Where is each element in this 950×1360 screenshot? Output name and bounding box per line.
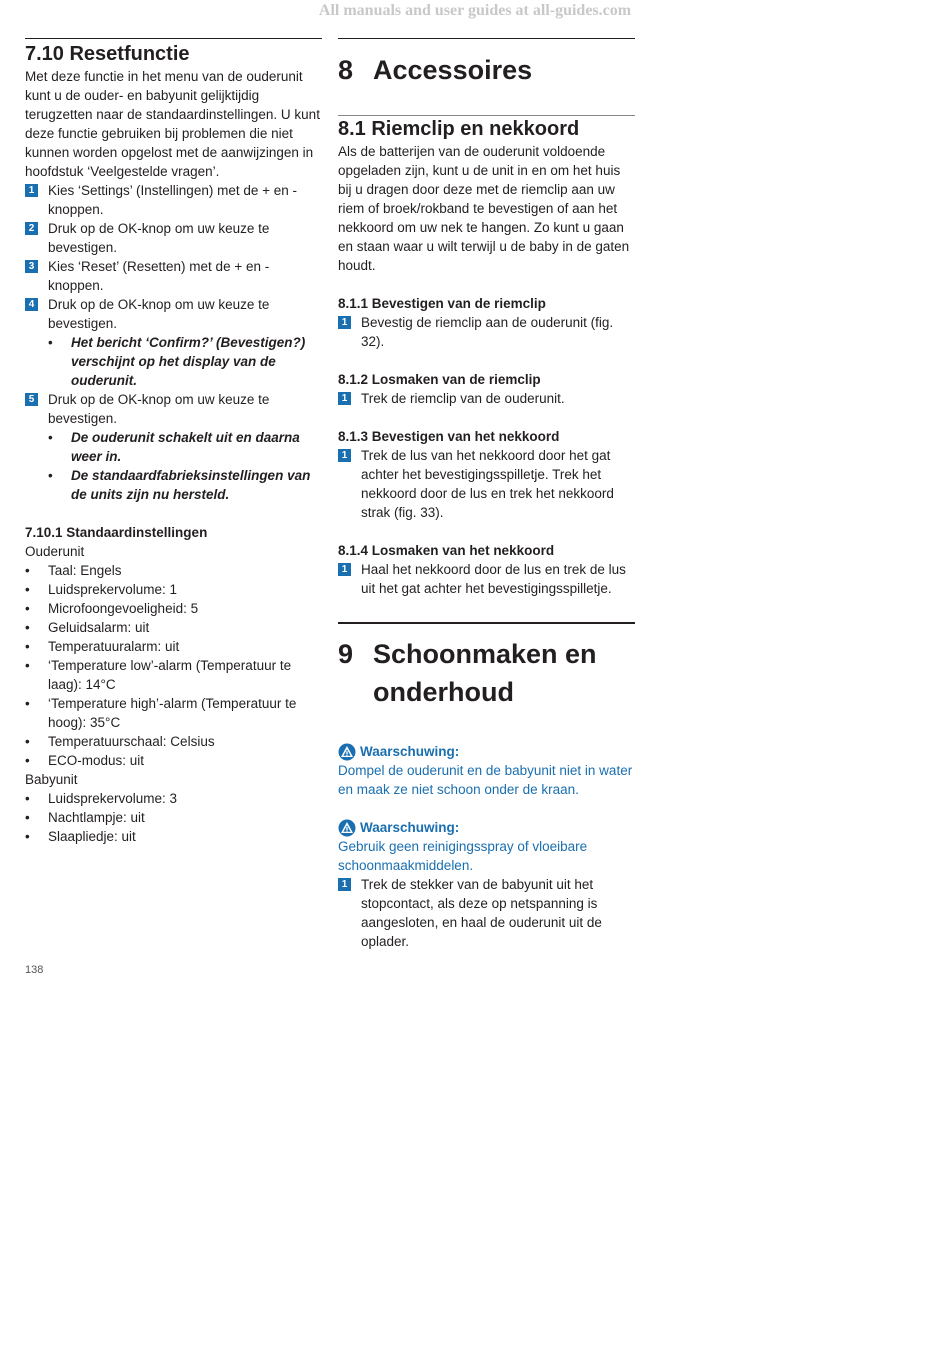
subsection-title-8-1-4: 8.1.4 Losmaken van het nekkoord [338, 543, 555, 558]
step-number-badge: 4 [25, 298, 38, 311]
step-item [25, 181, 322, 219]
watermark: All manuals and user guides at all-guides.com [318, 2, 632, 19]
list-item-text: Luidsprekervolume: 3 [48, 791, 178, 806]
chapter-title-9 [338, 635, 635, 711]
list-item [25, 732, 322, 751]
chapter-title-line: onderhoud [373, 677, 514, 707]
bullet-icon: • [25, 734, 30, 749]
right-column [338, 38, 635, 951]
step-number-badge: 1 [25, 184, 38, 197]
list-item [25, 808, 322, 827]
step-number-badge: 2 [25, 222, 38, 235]
list-item [25, 656, 322, 694]
step-text: Trek de stekker van de babyunit uit het stopcontact, als deze op netspanning is aangesloten, en haal de ouderunit uit de oplader. [361, 877, 602, 949]
step-number-badge: 5 [25, 393, 38, 406]
chapter-divider [338, 622, 635, 624]
subsection-title-8-1-2: 8.1.2 Losmaken van de riemclip [338, 372, 541, 387]
warning-block [338, 742, 635, 799]
chapter-title-text: Accessoires [373, 55, 533, 85]
belt-clip-intro: Als de batterijen van de ouderunit voldoende opgeladen zijn, kunt u de unit in en om het huis bij u dragen door deze met de riemclip aan uw riem of broek/rokband te bevestigen of aan het nekkoord om uw nek te hangen. Zo kunt u gaan en staan waar u wilt terwijl u de baby in de gaten houdt. [338, 144, 630, 273]
step-number-badge: 1 [338, 449, 351, 462]
step-note [48, 333, 322, 390]
bullet-icon: • [25, 696, 30, 711]
list-item [25, 599, 322, 618]
step-number-badge: 3 [25, 260, 38, 273]
step-text: Bevestig de riemclip aan de ouderunit (fig. 32). [361, 315, 614, 349]
step-text: Kies ‘Settings’ (Instellingen) met de + en - knoppen. [48, 183, 297, 217]
warning-icon [338, 743, 356, 761]
reset-intro: Met deze functie in het menu van de ouderunit kunt u de ouder- en babyunit gelijktijdig terugzetten naar de standaardinstellingen. U kunt deze functie gebruiken bij problemen die niet kunnen worden opgelost met de aanwijzingen in hoofdstuk ‘Veelgestelde vragen’. [25, 69, 320, 179]
step-item [25, 390, 322, 428]
list-item-text: ‘Temperature high’-alarm (Temperatuur te hoog): 35°C [48, 696, 297, 730]
list-item-text: Temperatuurschaal: Celsius [48, 734, 215, 749]
parent-unit-label: Ouderunit [25, 544, 85, 559]
chapter-number: 8 [338, 55, 354, 85]
warning-heading [338, 818, 635, 837]
bullet-icon: • [25, 658, 30, 673]
chapter-title-line: Schoonmaken en [373, 639, 597, 669]
list-item [25, 561, 322, 580]
step-item [338, 389, 635, 408]
subsection-title-8-1-1: 8.1.1 Bevestigen van de riemclip [338, 296, 546, 311]
step-note [48, 428, 322, 466]
section-divider [25, 38, 322, 39]
section-title-8-1: 8.1 Riemclip en nekkoord [338, 118, 580, 140]
bullet-icon: • [25, 601, 30, 616]
list-item [25, 789, 322, 808]
subsection-title-7-10-1: 7.10.1 Standaardinstellingen [25, 525, 208, 540]
step-item [338, 313, 635, 351]
list-item [25, 751, 322, 770]
step-text: Haal het nekkoord door de lus en trek de lus uit het gat achter het bevestigingsspilletje. [361, 562, 626, 596]
list-item [25, 694, 322, 732]
bullet-icon: • [25, 753, 30, 768]
bullet-icon: • [25, 639, 30, 654]
warning-text: Dompel de ouderunit en de babyunit niet in water en maak ze niet schoon onder de kraan. [338, 763, 633, 797]
list-item-text: Nachtlampje: uit [48, 810, 145, 825]
step-number-badge: 1 [338, 316, 351, 329]
bullet-icon: • [25, 810, 30, 825]
warning-text: Gebruik geen reinigingsspray of vloeibare schoonmaakmiddelen. [338, 839, 588, 873]
baby-unit-label: Babyunit [25, 772, 78, 787]
list-item-text: Temperatuuralarm: uit [48, 639, 180, 654]
bullet-icon: • [25, 620, 30, 635]
step-text: Kies ‘Reset’ (Resetten) met de + en - knoppen. [48, 259, 270, 293]
warning-block [338, 818, 635, 875]
step-note-text: De standaardfabrieksinstellingen van de units zijn nu hersteld. [71, 468, 311, 502]
bullet-icon: • [25, 791, 30, 806]
bullet-icon: • [48, 430, 53, 445]
list-item [25, 580, 322, 599]
section-title-7-10: 7.10 Resetfunctie [25, 43, 190, 65]
step-text: Trek de riemclip van de ouderunit. [361, 391, 565, 406]
bullet-icon: • [25, 582, 30, 597]
step-text: Druk op de OK-knop om uw keuze te bevestigen. [48, 392, 270, 426]
list-item-text: Slaapliedje: uit [48, 829, 136, 844]
step-text: Druk op de OK-knop om uw keuze te bevestigen. [48, 221, 270, 255]
step-text: Trek de lus van het nekkoord door het gat achter het bevestigingsspilletje. Trek het nekkoord door de lus en trek het nekkoord strak (fig. 33). [361, 448, 614, 520]
warning-heading [338, 742, 635, 761]
list-item-text: Microfoongevoeligheid: 5 [48, 601, 199, 616]
chapter-title-text [373, 635, 597, 711]
step-item [338, 446, 635, 522]
step-item [25, 219, 322, 257]
list-item-text: Taal: Engels [48, 563, 122, 578]
list-item [25, 618, 322, 637]
subsection-title-8-1-3: 8.1.3 Bevestigen van het nekkoord [338, 429, 560, 444]
left-column [25, 38, 322, 846]
step-item [338, 875, 635, 951]
chapter-title-8 [338, 51, 635, 89]
step-note [48, 466, 322, 504]
bullet-icon: • [48, 468, 53, 483]
list-item-text: Geluidsalarm: uit [48, 620, 150, 635]
chapter-divider [338, 38, 635, 39]
list-item [25, 637, 322, 656]
step-item [338, 560, 635, 598]
warning-label: Waarschuwing: [360, 744, 460, 759]
warning-icon [338, 819, 356, 837]
step-number-badge: 1 [338, 392, 351, 405]
step-item [25, 257, 322, 295]
chapter-number: 9 [338, 639, 354, 669]
step-text: Druk op de OK-knop om uw keuze te bevestigen. [48, 297, 270, 331]
step-number-badge: 1 [338, 563, 351, 576]
bullet-icon: • [25, 829, 30, 844]
step-note-text: Het bericht ‘Confirm?’ (Bevestigen?) verschijnt op het display van de ouderunit. [71, 335, 306, 388]
bullet-icon: • [25, 563, 30, 578]
list-item-text: Luidsprekervolume: 1 [48, 582, 178, 597]
warning-label: Waarschuwing: [360, 820, 460, 835]
list-item-text: ‘Temperature low’-alarm (Temperatuur te laag): 14°C [48, 658, 292, 692]
step-item [25, 295, 322, 333]
bullet-icon: • [48, 335, 53, 350]
list-item [25, 827, 322, 846]
step-note-text: De ouderunit schakelt uit en daarna weer in. [71, 430, 300, 464]
list-item-text: ECO-modus: uit [48, 753, 145, 768]
page-number: 138 [25, 964, 44, 976]
step-number-badge: 1 [338, 878, 351, 891]
